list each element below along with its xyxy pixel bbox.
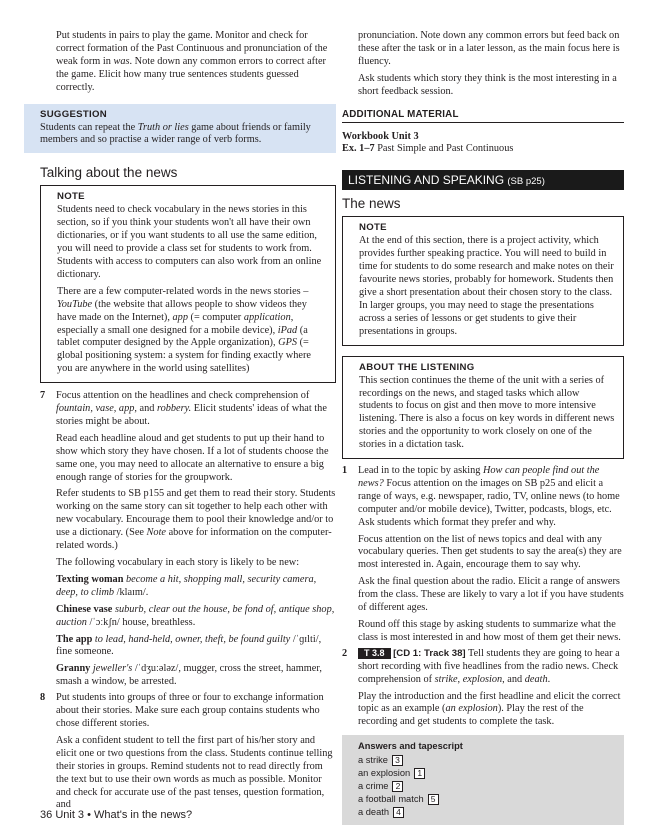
step-1-paragraph-4: Round off this stage by asking students to summarize what the class is most interested in and how most of them get their news. bbox=[358, 619, 621, 643]
step-8-paragraph-2: Ask a confident student to tell the first part of his/her story and elicit one or two questions from the class. Students continue telling their stories in groups. Remind students not to read directly from the text but to use their own words as much as possible. Monitor and check for accurate use of the past tenses, question formation, and bbox=[56, 734, 333, 811]
continued-paragraph-2: Ask students which story they think is the most interesting in a short feedback session. bbox=[358, 72, 617, 97]
step-2-paragraph-1: T 3.8 [CD 1: Track 38] Tell students they are going to hear a short recording with five headlines from the radio news. Check comprehension of strike, explosion, and death. bbox=[358, 647, 620, 685]
answer-number: 3 bbox=[392, 755, 403, 766]
note-heading: NOTE bbox=[57, 191, 85, 203]
answer-number: 5 bbox=[428, 794, 439, 805]
footer-unit: Unit 3 bbox=[55, 809, 85, 821]
step-7-paragraph-2: Read each headline aloud and get students to put up their hand to show which story they have chosen. If a lot of students choose the same one, you may need to allocate an alternative to ensure a big enough range of stories for the groupwork. bbox=[56, 432, 329, 483]
answer-number: 2 bbox=[392, 781, 403, 792]
footer-bullet: • bbox=[87, 809, 91, 821]
step-7-paragraph-1: Focus attention on the headlines and check comprehension of fountain, vase, app, and robbery. Elicit students' ideas of what the stories might be about. bbox=[56, 390, 327, 427]
additional-material-heading: ADDITIONAL MATERIAL bbox=[342, 109, 624, 123]
note-text: At the end of this section, there is a project activity, which provides further speaking practice. You will need to build in time for students to do some research and make notes on their favourite news stories, probably for homework. Students then give a short presentation about their chosen story to the class. In larger groups, you may need to stage the presentations across a series of lessons or get students to give their presentations in groups. bbox=[359, 235, 614, 337]
step-number: 8 bbox=[40, 692, 46, 704]
note-paragraph-1: Students need to check vocabulary in the news stories in this section, so if you think your students won't all have their own dictionaries, or if you want students to all use the same edition, you will need to provide a class set for students to work from. Students with access to computers can also work from an online dictionary. bbox=[57, 204, 322, 280]
answer-number: 4 bbox=[393, 807, 404, 818]
left-column bbox=[40, 30, 336, 812]
step-2 bbox=[342, 648, 624, 825]
answer-row: a death 4 bbox=[358, 806, 614, 819]
step-number: 1 bbox=[342, 465, 348, 477]
about-listening-heading: ABOUT THE LISTENING bbox=[359, 361, 475, 373]
answer-row: a football match 5 bbox=[358, 793, 614, 806]
subheading-the-news: The news bbox=[342, 196, 401, 212]
intro-paragraph: Put students in pairs to play the game. Monitor and check for correct formation of the Past Continuous and pronunciation of the weak form in was. Note down any common errors to correct after the game. Elicit how many true sentences students guessed correctly. bbox=[56, 30, 328, 93]
note-box-vocabulary bbox=[40, 185, 336, 383]
step-1 bbox=[342, 465, 624, 645]
step-1-paragraph-2: Focus attention on the list of news topics and deal with any vocabulary queries. Then get students to say the area(s) they are most interested in. Again, encourage them to say why. bbox=[358, 533, 622, 571]
note-paragraph-2: There are a few computer-related words in the news stories – YouTube (the website that allows people to show videos they have made on the Internet), app (= computer application, especially a small one designed for a mobile device), iPad (a tablet computer designed by the Apple organization), GPS (= global positioning system: a system for finding exactly where you are anywhere in the world using satellites) bbox=[57, 285, 311, 375]
step-8-paragraph-1: Put students into groups of three or four to exchange information about their stories. Make sure each group contains students who chose different stories. bbox=[56, 692, 324, 729]
section-heading-talking-news: Talking about the news bbox=[40, 165, 178, 181]
track-badge: T 3.8 bbox=[358, 648, 391, 659]
right-column bbox=[342, 30, 624, 825]
step-1-paragraph-1: Lead in to the topic by asking How can people find out the news? Focus attention on the images on SB p25 and elicit a range of ways, e.g. newspaper, radio, TV, online news (to home computer and/or mobile device), Twitter, podcasts, blogs, etc. Ask students which format they prefer and why. bbox=[358, 465, 620, 528]
listening-speaking-banner: LISTENING AND SPEAKING (SB p25) bbox=[342, 170, 624, 190]
suggestion-heading: SUGGESTION bbox=[40, 108, 107, 120]
answer-number: 1 bbox=[414, 768, 425, 779]
workbook-line: Workbook Unit 3 bbox=[342, 130, 419, 142]
continued-paragraph-1: pronunciation. Note down any common errors but feed back on these after the task or in a later lesson, as the main focus here is fluency. bbox=[358, 30, 620, 67]
step-7 bbox=[40, 390, 336, 689]
step-7-paragraph-3: Refer students to SB p155 and get them to read their story. Students working on the same story can sit together to help each other with new vocabulary. Encourage them to pool their knowledge and/or to use a dictionary. (See Note above for information on the computer-related words.) bbox=[56, 488, 336, 552]
step-7-paragraph-4: The following vocabulary in each story is likely to be new: bbox=[56, 557, 300, 568]
page-number: 36 bbox=[40, 809, 53, 821]
track-reference: [CD 1: Track 38] bbox=[393, 647, 466, 659]
answer-row: a crime 2 bbox=[358, 780, 614, 793]
vocab-chinese-vase: Chinese vase suburb, clear out the house, be fond of, antique shop, auction /ˈɔːkʃn/ house, breathless. bbox=[56, 603, 335, 628]
answer-row: a strike 3 bbox=[358, 754, 614, 767]
vocab-the-app: The app to lead, hand-held, owner, theft, be found guilty /ˈɡɪlti/, fine someone. bbox=[56, 633, 322, 658]
suggestion-text: Students can repeat the Truth or lies game about friends or family members and so practise a wider range of verb forms. bbox=[40, 121, 311, 146]
answers-title: Answers and tapescript bbox=[358, 741, 463, 752]
about-listening-text: This section continues the theme of the unit with a series of recordings on the news, and staged tasks which allow students to focus on gist and then move to more intensive listening. There is also a focus on key words in different news stories and the opportunity to work closely on one of the stories in a dictation task. bbox=[359, 374, 615, 451]
about-listening-box bbox=[342, 356, 624, 459]
answer-row: an explosion 1 bbox=[358, 767, 614, 780]
step-number: 7 bbox=[40, 390, 46, 402]
vocab-granny: Granny jeweller's /ˈdʒuːələz/, mugger, cross the street, hammer, smash a window, be arrested. bbox=[56, 663, 322, 688]
footer-unit-title: What's in the news? bbox=[94, 809, 193, 821]
vocab-texting-woman: Texting woman become a hit, shopping mall, security camera, deep, to climb /klaɪm/. bbox=[56, 573, 317, 598]
note-box-project bbox=[342, 216, 624, 345]
answers-box bbox=[342, 735, 624, 825]
suggestion-box bbox=[24, 104, 336, 154]
note-heading: NOTE bbox=[359, 222, 387, 234]
step-1-paragraph-3: Ask the final question about the radio. Elicit a range of answers from the class. These are likely to vary a lot if you have students of different ages. bbox=[358, 576, 624, 614]
step-8 bbox=[40, 692, 336, 812]
page-footer bbox=[40, 809, 192, 821]
exercise-line: Ex. 1–7 Past Simple and Past Continuous bbox=[342, 143, 514, 155]
step-number: 2 bbox=[342, 647, 348, 659]
step-2-paragraph-2: Play the introduction and the first headline and elicit the correct topic as an example (an explosion). Play the rest of the recording and get students to complete the task. bbox=[358, 690, 621, 728]
